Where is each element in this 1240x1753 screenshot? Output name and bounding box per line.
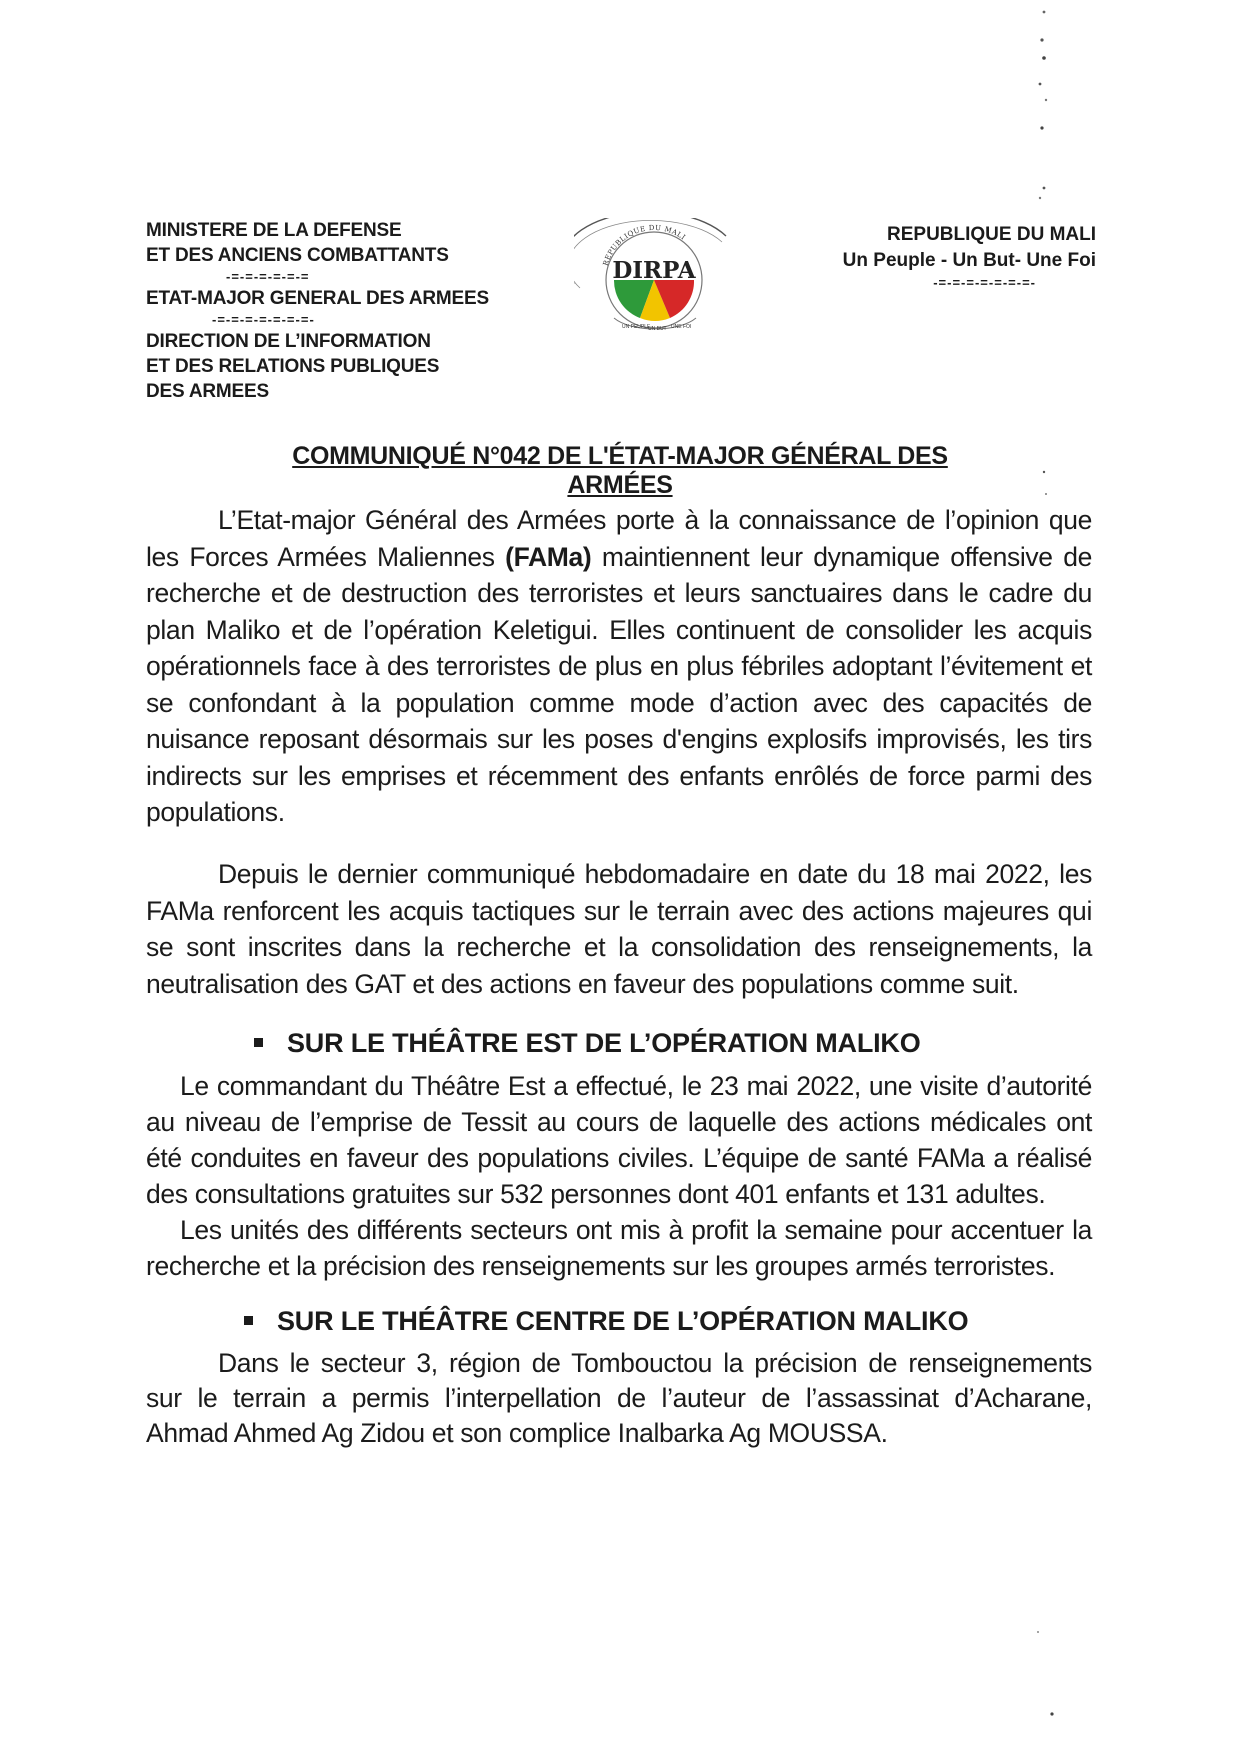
bullet-icon: [244, 1316, 253, 1325]
ministry-line-6: DES ARMEES: [146, 381, 269, 402]
section-est-paragraphs: [146, 1068, 1092, 1284]
communique-title: COMMUNIQUÉ N°042 DE L'ÉTAT-MAJOR GÉNÉRAL DES ARMÉES: [292, 442, 948, 499]
svg-text:DIRPA: DIRPA: [612, 257, 696, 284]
section-heading-est: [254, 1028, 921, 1059]
paragraph-summary: [146, 856, 1092, 1002]
dirpa-logo: [574, 218, 734, 336]
ministry-line-2: ET DES ANCIENS COMBATTANTS: [146, 245, 449, 266]
ministry-line-4: DIRECTION DE L’INFORMATION: [146, 331, 431, 352]
svg-text:UN PEUPLE: UN PEUPLE: [622, 324, 651, 330]
svg-text:UN BUT: UN BUT: [648, 326, 667, 332]
header-separator: -=-=-=-=-=-=-=-: [933, 275, 1036, 290]
header-separator: -=-=-=-=-=-=-=-: [212, 312, 315, 327]
bullet-icon: [254, 1038, 263, 1047]
section-est-text-1: Le commandant du Théâtre Est a effectué, le 23 mai 2022, une visite d’autorité au niveau de l’emprise de Tessit au cours de laquelle des actions médicales ont été conduites en faveur des populations civiles. L’équipe de santé FAMa a réalisé des consultations gratuites sur 532 personnes dont 401 enfants et 131 adultes.: [146, 1071, 1092, 1209]
scan-specks: [1020, 0, 1100, 1753]
section-centre-paragraph: [146, 1346, 1092, 1451]
section-heading-centre: [244, 1306, 968, 1337]
paragraph-intro-text-a: L’Etat-major Général des Armées porte à la connaissance de l’opinion que les Forces Armées Maliennes: [146, 505, 1092, 572]
header-separator: -=-=-=-=-=-=: [226, 269, 310, 284]
republic-name: REPUBLIQUE DU MALI: [887, 224, 1096, 245]
ministry-line-5: ET DES RELATIONS PUBLIQUES: [146, 356, 440, 377]
ministry-line-3: ETAT-MAJOR GENERAL DES ARMEES: [146, 288, 489, 309]
paragraph-intro: [146, 502, 1092, 831]
republic-motto: Un Peuple - Un But- Une Foi: [842, 250, 1096, 271]
ministry-header: [146, 218, 526, 404]
section-est-text-2: Les unités des différents secteurs ont mis à profit la semaine pour accentuer la recherche et la précision des renseignements sur les groupes armés terroristes.: [146, 1215, 1092, 1281]
section-heading-text: SUR LE THÉÂTRE EST DE L’OPÉRATION MALIKO: [287, 1028, 921, 1058]
paragraph-intro-text-b: maintiennent leur dynamique offensive de recherche et de destruction des terroristes et leurs sanctuaires dans le cadre du plan Maliko et de l’opération Keletigui. Elles continuent de consolider les acquis opérationnels face à des terroristes de plus en plus fébriles adoptant l’évitement et se confondant à la population comme mode d’action avec des capacités de nuisance reposant désormais sur les poses d'engins explosifs improvisés, les tirs indirects sur les emprises et récemment des enfants enrôlés de force parmi des populations.: [146, 541, 1092, 827]
svg-text:UNE FOI: UNE FOI: [671, 324, 692, 330]
ministry-line-1: MINISTERE DE LA DEFENSE: [146, 220, 402, 241]
section-centre-text: Dans le secteur 3, région de Tombouctou la précision de renseignements sur le terrain a permis l’interpellation de l’auteur de l’assassinat d’Acharane, Ahmad Ahmed Ag Zidou et son complice Inalbarka Ag MOUSSA.: [146, 1348, 1092, 1448]
svg-text:REPUBLIQUE DU MALI: REPUBLIQUE DU MALI: [601, 223, 688, 267]
section-heading-text: SUR LE THÉÂTRE CENTRE DE L’OPÉRATION MALIKO: [277, 1306, 969, 1336]
fama-abbreviation: (FAMa): [505, 541, 592, 572]
paragraph-summary-text: Depuis le dernier communiqué hebdomadaire en date du 18 mai 2022, les FAMa renforcent les acquis tactiques sur le terrain avec des actions majeures qui se sont inscrites dans la recherche et la consolidation des renseignements, la neutralisation des GAT et des actions en faveur des populations comme suit.: [146, 859, 1092, 999]
